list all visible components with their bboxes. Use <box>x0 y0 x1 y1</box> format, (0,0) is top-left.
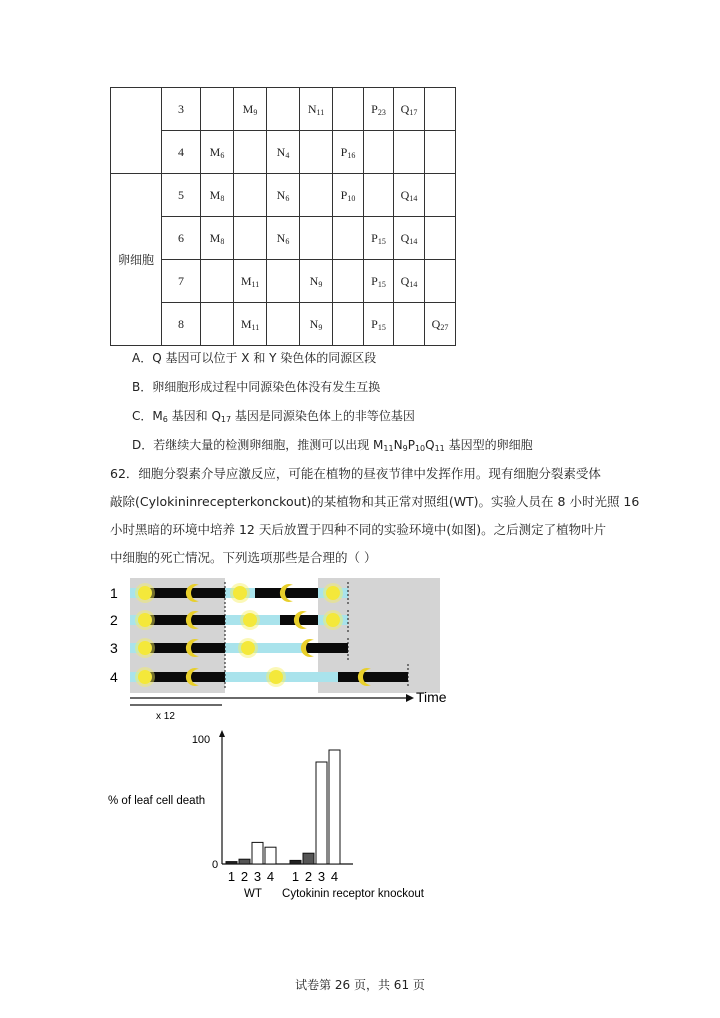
gene-subscript: 9 <box>318 322 323 332</box>
gene-cell <box>364 217 394 260</box>
gene-subscript: 11 <box>251 279 260 289</box>
row-label: 3 <box>110 640 118 656</box>
gene-cell <box>234 88 267 131</box>
bar <box>316 762 327 864</box>
gene-cell <box>425 88 456 131</box>
option-c-text: C．M <box>132 409 163 423</box>
sun-icon <box>240 610 260 630</box>
question-line: 小时黑暗的环境中培养 12 天后放置于四种不同的实验环境中(如图)。之后测定了植物叶片 <box>110 522 607 537</box>
gene-letter: Q <box>400 101 410 116</box>
gene-subscript: 14 <box>409 279 418 289</box>
option-d-text: D．若继续大量的检测卵细胞，推测可以出现 M <box>132 438 384 452</box>
gene-subscript: 17 <box>409 107 418 117</box>
x12-label: x 12 <box>156 711 175 722</box>
gene-subscript: 15 <box>377 236 386 246</box>
gene-cell <box>201 217 234 260</box>
x-tick-label: 2 <box>304 869 313 884</box>
gene-cell <box>425 303 456 346</box>
gene-cell <box>300 174 333 217</box>
gene-subscript: 11 <box>251 322 260 332</box>
gene-cell <box>394 217 425 260</box>
option-c-text: 基因是同源染色体上的非等位基因 <box>231 409 415 423</box>
y-axis-label: % of leaf cell death <box>108 795 206 807</box>
x-tick-label: 4 <box>330 869 339 884</box>
gene-cell <box>267 174 300 217</box>
row-number: 8 <box>162 303 201 346</box>
gene-cell <box>333 303 364 346</box>
row-number: 3 <box>162 88 201 131</box>
option-d-sub: 10 <box>414 444 426 453</box>
gene-cell <box>425 174 456 217</box>
gene-cell <box>300 131 333 174</box>
gene-letter: P <box>371 230 378 245</box>
gene-cell <box>201 260 234 303</box>
option-c-sub: 6 <box>162 415 168 424</box>
arrow-up-icon <box>219 730 225 737</box>
row-number: 5 <box>162 174 201 217</box>
row-number: 7 <box>162 260 201 303</box>
gene-letter: N <box>276 144 286 159</box>
sun-icon <box>238 638 258 658</box>
gene-subscript: 4 <box>285 150 290 160</box>
gene-cell <box>234 131 267 174</box>
gene-cell <box>333 88 364 131</box>
sun-icon <box>323 610 343 630</box>
sun-icon <box>135 667 155 687</box>
y-tick-label: 0 <box>212 859 219 871</box>
row-label: 1 <box>110 585 118 601</box>
option-d-sub: 11 <box>434 444 445 453</box>
gene-cell <box>394 174 425 217</box>
option-d-text: 基因型的卵细胞 <box>444 438 533 452</box>
gene-cell <box>267 217 300 260</box>
gene-cell <box>333 131 364 174</box>
page-footer: 试卷第 26 页，共 61 页 <box>295 978 425 992</box>
genotype-table <box>110 87 456 346</box>
gene-cell <box>234 303 267 346</box>
table-row <box>111 88 456 131</box>
gene-cell <box>425 131 456 174</box>
group-cell-blank <box>111 88 162 174</box>
gene-letter: Q <box>431 316 441 331</box>
gene-cell <box>201 88 234 131</box>
gene-letter: N <box>276 230 286 245</box>
bars <box>226 750 340 864</box>
row-label: 4 <box>110 669 118 685</box>
gene-cell <box>425 260 456 303</box>
sun-icon <box>266 667 286 687</box>
group-label: 卵细胞 <box>111 174 162 346</box>
option-c-text: 基因和 Q <box>167 409 221 423</box>
x-tick-label: 1 <box>291 869 300 884</box>
option-b: B．卵细胞形成过程中同源染色体没有发生互换 <box>132 380 381 394</box>
gene-subscript: 23 <box>377 107 386 117</box>
gene-subscript: 8 <box>220 193 225 203</box>
gene-cell <box>234 260 267 303</box>
gene-subscript: 8 <box>220 236 225 246</box>
gene-letter: M <box>209 230 221 245</box>
option-a: A．Q 基因可以位于 X 和 Y 染色体的同源区段 <box>132 351 377 365</box>
gene-subscript: 6 <box>220 150 225 160</box>
gene-letter: Q <box>400 230 410 245</box>
x-tick-label: 4 <box>266 869 275 884</box>
gene-cell <box>267 303 300 346</box>
gene-letter: N <box>309 273 319 288</box>
gene-cell <box>333 217 364 260</box>
gene-cell <box>300 88 333 131</box>
table-row <box>111 303 456 346</box>
bar <box>252 842 263 864</box>
bar <box>329 750 340 864</box>
gene-cell <box>201 174 234 217</box>
gene-subscript: 9 <box>318 279 323 289</box>
gene-cell <box>300 303 333 346</box>
bar <box>226 862 237 864</box>
gene-letter: Q <box>400 187 410 202</box>
bar <box>290 860 301 864</box>
gene-cell <box>394 88 425 131</box>
sun-icon <box>135 583 155 603</box>
option-d-text: N <box>393 438 403 452</box>
group-label: WT <box>244 888 262 900</box>
gene-subscript: 15 <box>377 279 386 289</box>
gene-subscript: 14 <box>409 193 418 203</box>
gene-cell <box>201 303 234 346</box>
x-tick-label: 2 <box>240 869 249 884</box>
gene-letter: M <box>209 187 221 202</box>
option-d-text: P <box>407 438 415 452</box>
gene-subscript: 10 <box>347 193 356 203</box>
gene-cell <box>364 88 394 131</box>
x-tick-label: 3 <box>253 869 262 884</box>
light-dark-timeline <box>100 572 460 724</box>
table-row <box>111 131 456 174</box>
leaf-death-chart <box>108 728 458 906</box>
gene-cell <box>267 131 300 174</box>
gene-subscript: 6 <box>285 236 290 246</box>
gene-subscript: 11 <box>316 107 325 117</box>
gene-cell <box>364 303 394 346</box>
option-d-sub: 9 <box>402 444 408 453</box>
bar <box>239 859 250 864</box>
option-d-text: Q <box>425 438 435 452</box>
gene-letter: N <box>309 316 319 331</box>
x-labels <box>228 869 425 900</box>
gene-cell <box>364 174 394 217</box>
sun-icon <box>135 638 155 658</box>
gene-cell <box>267 88 300 131</box>
question-line: 中细胞的死亡情况。下列选项那些是合理的（ ） <box>110 550 377 565</box>
gene-subscript: 9 <box>253 107 258 117</box>
arrow-right-icon <box>406 694 414 702</box>
row-label: 2 <box>110 612 118 628</box>
gene-letter: M <box>209 144 221 159</box>
table-row <box>111 174 456 217</box>
gene-letter: P <box>340 187 348 202</box>
gene-cell <box>394 131 425 174</box>
gene-cell <box>201 131 234 174</box>
question-line: 62．细胞分裂素介导应激反应，可能在植物的昼夜节律中发挥作用。现有细胞分裂素受体 <box>110 466 601 481</box>
gene-letter: P <box>371 101 378 116</box>
gene-cell <box>364 131 394 174</box>
gene-cell <box>394 260 425 303</box>
sun-icon <box>135 610 155 630</box>
table-row <box>111 260 456 303</box>
row-number: 4 <box>162 131 201 174</box>
bar <box>265 847 276 864</box>
time-label: Time <box>416 689 447 705</box>
gene-cell <box>333 174 364 217</box>
gene-cell <box>234 174 267 217</box>
gene-cell <box>234 217 267 260</box>
option-d-sub: 11 <box>383 444 394 453</box>
gene-cell <box>425 217 456 260</box>
gene-cell <box>300 217 333 260</box>
gene-letter: Q <box>400 273 410 288</box>
gene-letter: N <box>307 101 317 116</box>
gene-subscript: 14 <box>409 236 418 246</box>
group-label: Cytokinin receptor knockout <box>282 888 424 900</box>
gene-cell <box>333 260 364 303</box>
gene-letter: M <box>240 316 252 331</box>
sun-icon <box>230 583 250 603</box>
gene-cell <box>394 303 425 346</box>
gene-subscript: 6 <box>285 193 290 203</box>
x-tick-label: 3 <box>317 869 326 884</box>
y-tick-label: 100 <box>191 734 211 746</box>
gene-cell <box>364 260 394 303</box>
x-tick-label: 1 <box>227 869 236 884</box>
gene-cell <box>267 260 300 303</box>
gene-letter: P <box>371 273 378 288</box>
gene-subscript: 27 <box>440 322 449 332</box>
gene-letter: P <box>371 316 378 331</box>
option-c <box>132 408 415 428</box>
gene-letter: M <box>242 101 254 116</box>
gene-subscript: 16 <box>347 150 356 160</box>
question-line: 敲除(Cylokininrecepterkonckout)的某植物和其正常对照组(WT)。实验人员在 8 小时光照 16 <box>110 494 640 509</box>
gene-letter: N <box>276 187 286 202</box>
option-d <box>132 437 533 457</box>
gene-cell <box>300 260 333 303</box>
sun-icon <box>323 583 343 603</box>
table-row <box>111 217 456 260</box>
gene-letter: M <box>240 273 252 288</box>
gene-subscript: 15 <box>377 322 386 332</box>
bar <box>303 853 314 864</box>
option-c-sub: 17 <box>220 415 232 424</box>
gene-letter: P <box>340 144 348 159</box>
row-number: 6 <box>162 217 201 260</box>
